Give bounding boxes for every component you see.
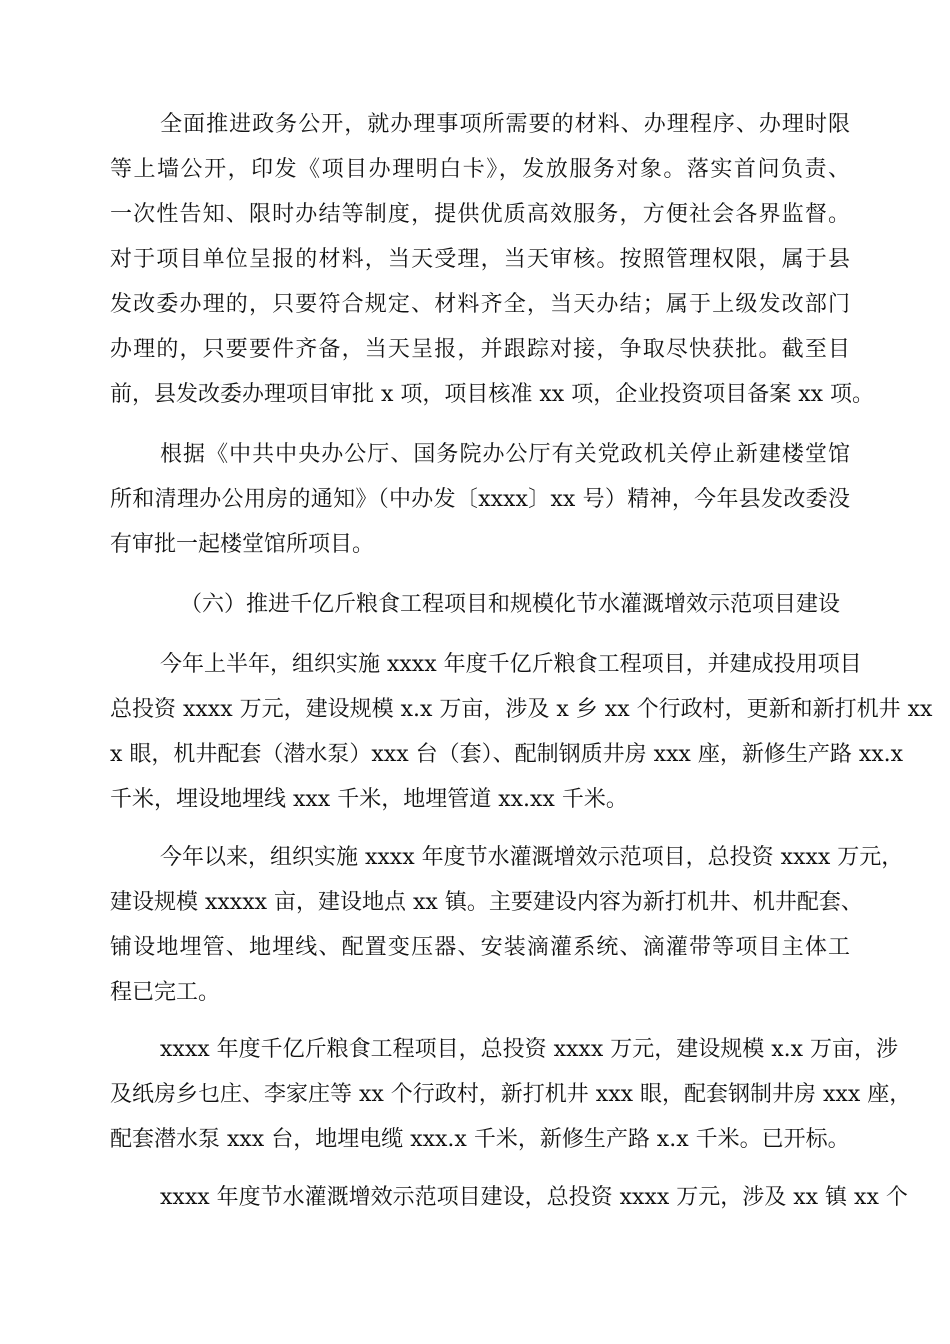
paragraph-line: 千米，埋设地埋线 xxx 千米，地埋管道 xx.xx 千米。	[110, 787, 628, 812]
paragraph-line: xxxx 年度节水灌溉增效示范项目建设，总投资 xxxx 万元，涉及 xx 镇 xx 个	[160, 1185, 908, 1210]
paragraph-line: 根据《中共中央办公厅、国务院办公厅有关党政机关停止新建楼堂馆	[160, 442, 850, 467]
paragraph-line: xxxx 年度千亿斤粮食工程项目，总投资 xxxx 万元，建设规模 x.x 万亩，涉	[160, 1037, 899, 1062]
paragraph-line: 今年以来，组织实施 xxxx 年度节水灌溉增效示范项目，总投资 xxxx 万元，	[160, 845, 904, 870]
paragraph-line: 今年上半年，组织实施 xxxx 年度千亿斤粮食工程项目，并建成投用项目	[160, 652, 862, 677]
paragraph-line: 前，县发改委办理项目审批 x 项，项目核准 xx 项，企业投资项目备案 xx 项。	[110, 382, 874, 407]
paragraph-line: 建设规模 xxxxx 亩，建设地点 xx 镇。主要建设内容为新打机井、机井配套、	[110, 890, 863, 915]
paragraph-line: 及纸房乡乜庄、李家庄等 xx 个行政村，新打机井 xxx 眼，配套钢制井房 xxx 座，	[110, 1082, 912, 1107]
paragraph-line: 办理的，只要要件齐备，当天呈报，并跟踪对接，争取尽快获批。截至目	[110, 337, 850, 362]
paragraph-line: 所和清理办公用房的通知》（中办发〔xxxx〕xx 号）精神，今年县发改委没	[110, 487, 850, 512]
paragraph-line: 全面推进政务公开，就办理事项所需要的材料、办理程序、办理时限	[160, 112, 850, 137]
paragraph-line: 配套潜水泵 xxx 台，地埋电缆 xxx.x 千米，新修生产路 x.x 千米。已开标。	[110, 1127, 850, 1152]
paragraph-line: 发改委办理的，只要符合规定、材料齐全，当天办结；属于上级发改部门	[110, 292, 850, 317]
paragraph-line: 等上墙公开，印发《项目办理明白卡》，发放服务对象。落实首问负责、	[110, 157, 850, 182]
paragraph-line: 有审批一起楼堂馆所项目。	[110, 532, 375, 557]
paragraph-line: 总投资 xxxx 万元，建设规模 x.x 万亩，涉及 x 乡 xx 个行政村，更新和新打机井 xx	[110, 697, 933, 722]
paragraph-line: x 眼，机井配套（潜水泵）xxx 台（套）、配制钢质井房 xxx 座，新修生产路 xx.x	[110, 742, 904, 767]
section-heading: （六）推进千亿斤粮食工程项目和规模化节水灌溉增效示范项目建设	[180, 592, 841, 617]
paragraph-line: 一次性告知、限时办结等制度，提供优质高效服务，方便社会各界监督。	[110, 202, 850, 227]
paragraph-line: 程已完工。	[110, 980, 221, 1005]
paragraph-line: 对于项目单位呈报的材料，当天受理，当天审核。按照管理权限，属于县	[110, 247, 850, 272]
paragraph-line: 铺设地埋管、地埋线、配置变压器、安装滴灌系统、滴灌带等项目主体工	[110, 935, 850, 960]
